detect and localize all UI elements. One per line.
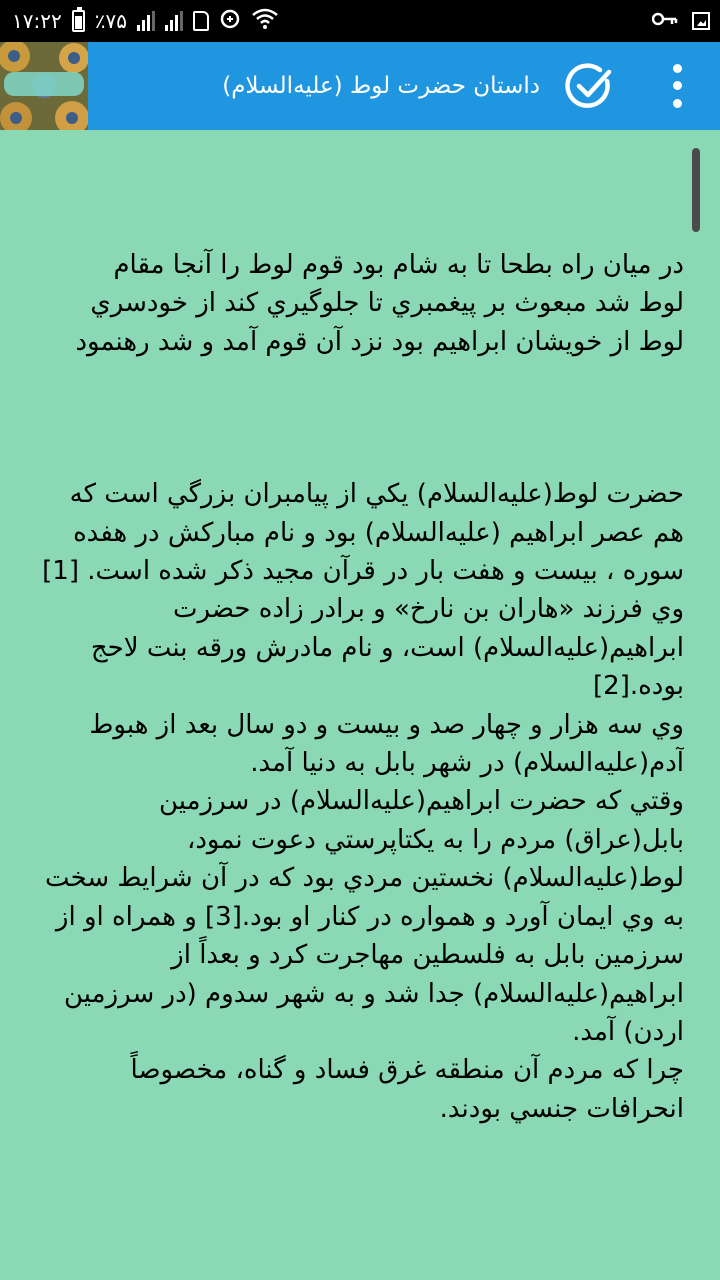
status-right <box>652 0 710 42</box>
signal-2-icon <box>165 11 183 31</box>
story-paragraph: وي سه هزار و چهار صد و بيست و دو سال بعد از هبوط آدم(عليه‌السلام) در شهر بابل به دنيا آمد. <box>89 709 684 779</box>
status-left <box>12 0 279 42</box>
more-vert-icon <box>673 64 682 73</box>
signal-icon <box>137 11 155 31</box>
battery-icon <box>72 10 85 32</box>
gallery-icon <box>692 12 710 30</box>
check-circle-icon <box>564 62 614 112</box>
mark-read-button[interactable] <box>564 62 614 112</box>
story-paragraph: چرا كه مردم آن منطقه غرق فساد و گناه، مخصوصاً انحرافات جنسي بودند. <box>130 1055 684 1124</box>
poem-line: لوط شد مبعوث بر پيغمبري تا جلوگيري كند از خودسري <box>90 288 684 319</box>
story-paragraph: حضرت لوط(عليه‌السلام) يكي از پيامبران بزرگي است كه هم عصر ابراهيم (عليه‌السلام) بود و نام مباركش در هفده سوره ، بيست و هفت بار در قرآن مجيد ذكر شده است. [1] <box>42 479 684 587</box>
clock: ۱۷:۲۲ <box>12 9 62 33</box>
wifi-icon <box>251 8 279 35</box>
scrollbar-thumb[interactable] <box>692 148 700 232</box>
ornament-image <box>0 42 88 130</box>
overflow-menu-button[interactable] <box>660 60 694 112</box>
page-title: داستان حضرت لوط (عليه‌السلام) <box>222 73 540 99</box>
app-bar <box>0 42 720 130</box>
data-saver-icon <box>219 8 241 35</box>
status-bar <box>0 0 720 42</box>
sim-icon <box>193 11 209 31</box>
battery-percent: ٪۷۵ <box>94 9 127 33</box>
poem-line: لوط از خويشان ابراهيم بود نزد آن قوم آمد و شد رهنمود <box>75 326 684 357</box>
poem-line: در ميان راه بطحا تا به شام بود قوم لوط را آنجا مقام <box>113 250 684 280</box>
vpn-key-icon <box>652 11 678 31</box>
app-thumbnail[interactable] <box>0 42 88 130</box>
story-content[interactable] <box>34 130 684 1280</box>
story-paragraph: وي فرزند «هاران بن نارخ» و برادر زاده حضرت ابراهيم(عليه‌السلام) است، و نام مادرش ورقه بنت لاحج بوده.[2] <box>90 594 684 702</box>
story-paragraph: وقتي كه حضرت ابراهيم(عليه‌السلام) در سرزمين بابل(عراق) مردم را به يكتاپرستي دعوت نمود، لوط(عليه‌السلام) نخستين مردي بود كه در آن شرايط سخت به وي ايمان آورد و همواره در كنار او بود.[3] و همراه او از سرزمين بابل به فلسطين مهاجرت كرد و بعداً از ابراهيم(عليه‌السلام) جدا شد و به شهر سدوم (در سرزمين اردن) آمد. <box>45 786 684 1047</box>
